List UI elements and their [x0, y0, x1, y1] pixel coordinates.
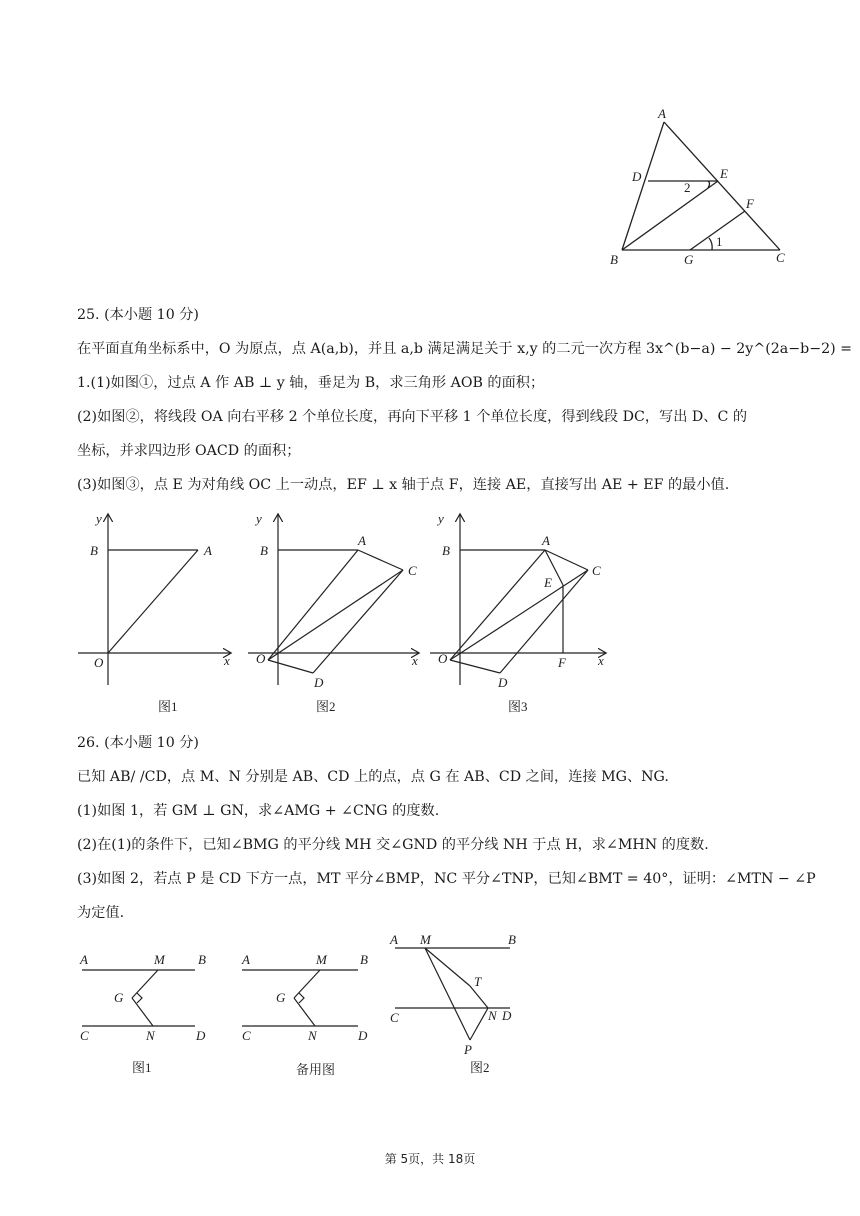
q25-fig3 [430, 515, 605, 685]
figure-label: A [358, 533, 366, 548]
q25-caption-1: 图1 [158, 699, 178, 714]
figure-label: D [498, 675, 508, 690]
label-G: G [684, 252, 694, 267]
figure-label: G [276, 990, 286, 1005]
figure-label: C [80, 1028, 89, 1043]
figure-label: x [598, 653, 604, 668]
q25-line4: 坐标，并求四边形 OACD 的面积； [77, 443, 301, 459]
figure-label: D [314, 675, 324, 690]
q25-caption-3: 图3 [508, 699, 528, 714]
figure-label: E [544, 575, 552, 590]
q26-header: 26. (本小题 10 分) [77, 735, 199, 751]
angle-2-label: 2 [684, 180, 691, 195]
figure-label: N [146, 1028, 155, 1043]
figure-label: x [224, 653, 230, 668]
figure-label: F [558, 655, 566, 670]
q25-caption-2: 图2 [316, 699, 336, 714]
figure-label: B [442, 543, 450, 558]
triangle-figure [600, 100, 800, 275]
figure-label: G [114, 990, 124, 1005]
q26-line4: (3)如图 2，若点 P 是 CD 下方一点，MT 平分∠BMP，NC 平分∠TNP，已知∠BMT = 40°，证明：∠MTN − ∠P [77, 871, 816, 887]
figure-label: A [204, 543, 212, 558]
figure-label: B [508, 932, 516, 947]
figure-label: N [308, 1028, 317, 1043]
q26-line5: 为定值. [77, 905, 125, 921]
label-F: F [746, 196, 754, 211]
figure-label: C [242, 1028, 251, 1043]
q26-caption-backup: 备用图 [296, 1062, 336, 1077]
figure-label: N [488, 1008, 497, 1023]
q26-caption-2: 图2 [470, 1060, 490, 1075]
figure-label: C [390, 1010, 399, 1025]
q25-fig2 [248, 515, 418, 685]
figure-label: D [196, 1028, 206, 1043]
figure-label: A [542, 533, 550, 548]
q25-line1: 在平面直角坐标系中，O 为原点，点 A(a,b)，并且 a,b 满足满足关于 x,y 的二元一次方程 3x^(b−a) − 2y^(2a−b−2) = [77, 341, 853, 357]
figure-label: A [242, 952, 250, 967]
figure-label: P [464, 1042, 472, 1057]
figure-label: A [390, 932, 398, 947]
page-footer: 第 5页，共 18页 [384, 1152, 476, 1166]
figure-label: O [256, 651, 266, 666]
q25-line2: 1.(1)如图①，过点 A 作 AB ⊥ y 轴，垂足为 B，求三角形 AOB 的面积； [77, 375, 545, 391]
figure-label: x [412, 653, 418, 668]
figure-label: M [420, 932, 431, 947]
q26-fig1 [82, 970, 195, 1026]
q26-fig2 [395, 948, 510, 1040]
q26-backup-fig [242, 970, 358, 1026]
figure-label: O [438, 651, 448, 666]
figure-label: A [80, 952, 88, 967]
figure-label: B [260, 543, 268, 558]
label-A: A [658, 106, 666, 121]
figure-label: O [94, 655, 104, 670]
label-D: D [632, 169, 642, 184]
q26-figures [70, 928, 540, 1083]
figure-label: M [154, 952, 165, 967]
figure-label: y [438, 511, 444, 526]
figure-label: C [408, 563, 417, 578]
label-C: C [776, 250, 785, 265]
figure-label: B [198, 952, 206, 967]
q26-caption-1: 图1 [132, 1060, 152, 1075]
figure-label: y [96, 511, 102, 526]
q26-line2: (1)如图 1，若 GM ⊥ GN，求∠AMG + ∠CNG 的度数. [77, 803, 440, 819]
q26-line3: (2)在(1)的条件下，已知∠BMG 的平分线 MH 交∠GND 的平分线 NH 于点 H，求∠MHN 的度数. [77, 837, 709, 853]
q25-figures [70, 505, 630, 720]
q25-header: 25. (本小题 10 分) [77, 307, 199, 323]
figure-label: T [474, 974, 482, 989]
label-E: E [720, 166, 728, 181]
q26-line1: 已知 AB∕ ∕CD，点 M、N 分别是 AB、CD 上的点，点 G 在 AB、CD 之间，连接 MG、NG. [77, 769, 669, 785]
figure-label: C [592, 563, 601, 578]
figure-label: y [256, 511, 262, 526]
figure-label: B [360, 952, 368, 967]
figure-label: D [502, 1008, 512, 1023]
figure-label: B [90, 543, 98, 558]
figure-label: M [316, 952, 327, 967]
q25-line5: (3)如图③，点 E 为对角线 OC 上一动点，EF ⊥ x 轴于点 F，连接 AE，直接写出 AE + EF 的最小值. [77, 477, 730, 493]
label-B: B [610, 252, 618, 267]
angle-1-label: 1 [716, 234, 723, 249]
q25-line3: (2)如图②，将线段 OA 向右平移 2 个单位长度，再向下平移 1 个单位长度，得到线段 DC，写出 D、C 的 [77, 409, 748, 425]
figure-label: D [358, 1028, 368, 1043]
